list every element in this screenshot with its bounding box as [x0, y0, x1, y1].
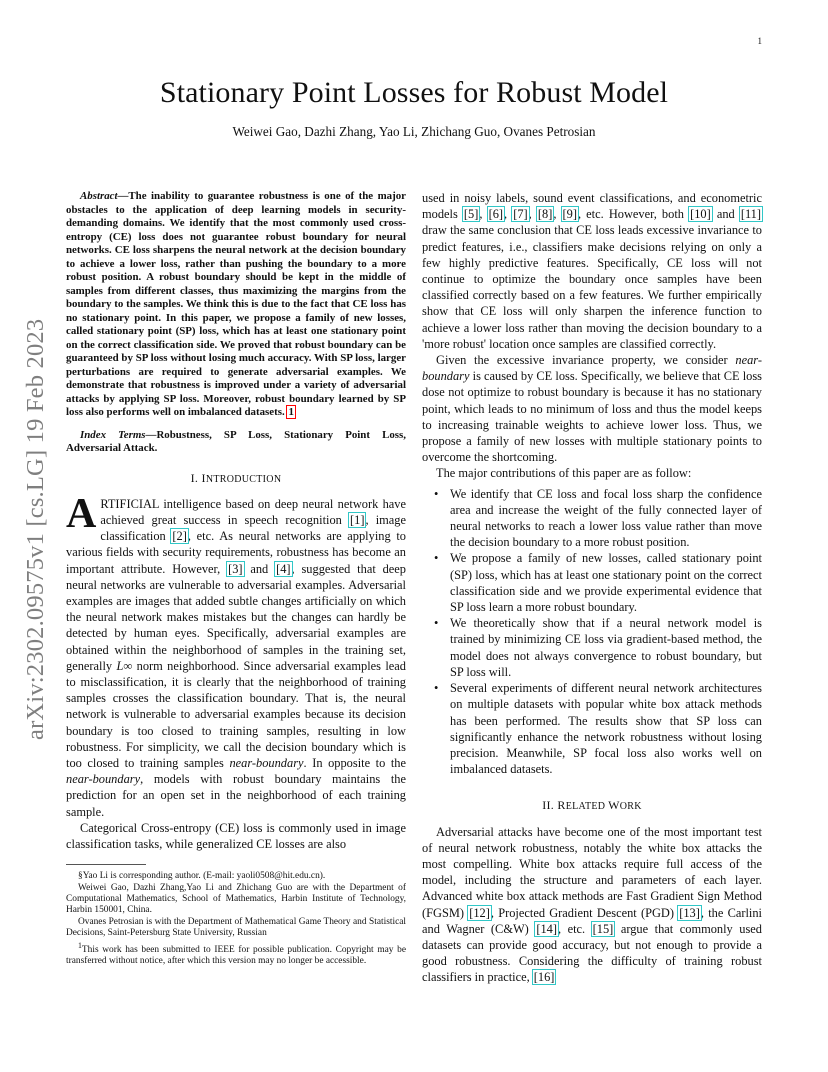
page-number: 1 — [757, 36, 762, 46]
citation-link[interactable]: [5] — [463, 207, 479, 222]
list-item: • We propose a family of new losses, called stationary point (SP) loss, which has at least one stationary point on the correct classification side and we provide experimental evidence that SP loss learn a more robust boundary. — [450, 550, 762, 615]
index-terms-heading: Index Terms — [80, 428, 146, 441]
citation-link[interactable]: [2] — [172, 529, 187, 544]
intro-paragraph-2: Categorical Cross-entropy (CE) loss is commonly used in image classification tasks, while generalized CE losses are also — [66, 820, 406, 851]
footnote: $^1$This work has been submitted to IEEE for possible publication. Copyright may be transferred without notice, after which this version may no longer be accessible. — [66, 940, 406, 967]
abstract-heading: Abstract — [80, 190, 118, 202]
list-item: • We theoretically show that if a neural network model is trained by minimizing CE loss via gradient-based method, the model does not always convergence to robust boundary, but SP loss will. — [450, 615, 762, 680]
citation-link[interactable]: [15] — [592, 921, 614, 936]
intro-paragraph-1: ARTIFICIAL intelligence based on deep neural network have achieved great success in speech recognition [1], image classification [2], etc. As neural networks are applying to various fields with security requirements, robustness has become an important attribute. However, [3] and [4], suggested that deep neural networks are vulnerable to adversarial examples. Adversarial examples are images that added subtle changes artificially on which the neural network makes mistakes but the changes can hardly be detected by human eyes. Specifically, adversarial examples are obtained within the neighborhood of samples in the training set, generally L∞ norm neighborhood. Since adversarial examples lead to misclassification, it is clearly that the neighborhood of training samples crosses the classification boundary. That is, the neural network is vulnerable to adversarial examples because its decision boundary is too closed to training samples, resulting in low robustness. For simplicity, we call the decision boundary which is too closed to training samples near-boundary. In opposite to the near-boundary, models with robust boundary maintains the prediction for an open set in the neighborhood of each training sample. — [66, 490, 406, 819]
citation-link[interactable]: [16] — [533, 970, 555, 985]
section-heading-introduction: I. INTRODUCTION — [190, 470, 282, 485]
citation-link[interactable]: [11] — [740, 207, 761, 222]
footnote: Ovanes Petrosian is with the Department of Mathematical Game Theory and Statistical Decisions, Saint-Petersburg State University, Russian — [66, 916, 406, 939]
contributions-list — [422, 486, 762, 778]
citation-link[interactable]: [12] — [469, 905, 490, 920]
author-list: Weiwei Gao, Dazhi Zhang, Yao Li, Zhichang Guo, Ovanes Petrosian — [232, 124, 596, 139]
abstract — [66, 190, 406, 420]
contributions-intro: The major contributions of this paper are as follow: — [436, 466, 692, 481]
citation-link[interactable]: [13] — [679, 905, 700, 920]
list-item: • We identify that CE loss and focal loss sharp the confidence area and increase the weight of the fully connected layer of neural networks to reach a lower loss value rather than move the decision boundary to a more robust position. — [450, 486, 762, 551]
right-column — [422, 190, 762, 986]
citation-link[interactable]: [1] — [350, 512, 365, 527]
citation-link[interactable]: [4] — [276, 561, 291, 576]
body-paragraph: used in noisy labels, sound event classifications, and econometric models [5], [6], [7], [8], [9], etc. However, both [10] and [11] draw the same conclusion that CE loss leads excessive invariance to predict features, i.e., classifiers make decisions relying on only a few highly predictive features. Specifically, CE loss will not continue to optimize the boundary once samples have been classified correctly based on a few features. We further empirically show that CE loss will only sharpen the inference function to achieve a lower loss rather than moving the decision boundary to a 'more robust' location once samples are classified correctly. — [422, 191, 762, 351]
footnote: §Yao Li is corresponding author. (E-mail: yaoli0508@hit.edu.cn). — [78, 871, 326, 882]
citation-link[interactable]: [10] — [690, 207, 711, 222]
list-item: • Several experiments of different neural network architectures on multiple datasets with popular white box attack methods has been performed. The results show that SP loss can significantly enhance the network robustness without losing precision. Meanwhile, SP focal loss also works well on imbalanced datasets. — [450, 680, 762, 777]
abstract-text: —The inability to guarantee robustness is one of the major obstacles to the application of deep learning models in security-demanding domains. We identify that the most commonly used cross-entropy (CE) loss does not guarantee robust boundary for neural networks. CE loss sharpens the neural network at the decision boundary to achieve a lower loss, rather than pushing the boundary to a more robust position. A robust boundary should be kept in the middle of samples from different classes, thus maximizing the margins from the boundary to the samples. We think this is due to the fact that CE loss has no stationary point. In this paper, we propose a family of new losses, called stationary point (SP) loss, which has at least one stationary point on the correct classification side. We proved that robust boundary can be guaranteed by SP loss without losing much accuracy. With SP loss, larger perturbations are required to generate adversarial examples. We demonstrate that robustness is improved under a variety of adversarial attacks by applying SP loss. Moreover, robust boundary learned by SP loss also performs well on imbalanced datasets. — [66, 190, 406, 418]
drop-cap: A — [66, 490, 97, 537]
footnote-divider — [66, 864, 146, 865]
body-paragraph: Given the excessive invariance property, we consider near-boundary is caused by CE loss. Specifically, we believe that CE loss dose not optimize to robust boundary is because it has no stationary point, which leads to no minimum of loss and thus the model keeps to increasing trainable weights to achieve lower loss. Thus, we propose a family of new losses with multiple stationary points to overcome the shortcoming. — [422, 353, 762, 465]
paper-title: Stationary Point Losses for Robust Model — [159, 76, 669, 109]
math-linf: L∞ — [116, 658, 133, 673]
section-heading-related-work: II. RELATED WORK — [542, 798, 642, 813]
citation-link[interactable]: [9] — [562, 207, 577, 222]
citation-link[interactable]: [8] — [537, 207, 553, 222]
index-terms-text: —Robustness, SP Loss, Stationary Point Loss, Adversarial Attack. — [66, 428, 406, 454]
citation-link[interactable]: [3] — [228, 561, 243, 576]
citation-link[interactable]: [6] — [488, 207, 504, 222]
footnote-link[interactable]: 1 — [288, 406, 294, 418]
body-paragraph: Adversarial attacks have become one of the most important test of neural network robustness, notably the white box attacks the most compelling. White box attacks require full access of the model, including the structure and parameters of each layer. Advanced white box attack methods are Fast Gradient Sign Method (FGSM) [12], Projected Gradient Descent (PGD) [13], the Carlini and Wagner (C&W) [14], etc. [15] argue that commonly used datasets can provide good accuracy, but not enough to provide a good robustness. Considering the difficulty of training robust classifiers in practice, [16] — [422, 824, 762, 985]
citation-link[interactable]: [7] — [513, 207, 528, 222]
footnote: Weiwei Gao, Dazhi Zhang,Yao Li and Zhichang Guo are with the Department of Computational Mathematics, School of Mathematics, Harbin Institute of Technology, Harbin 150001, China. — [66, 882, 406, 916]
footnotes — [66, 871, 406, 967]
citation-link[interactable]: [14] — [536, 921, 557, 936]
index-terms — [66, 429, 406, 456]
arxiv-stamp: arXiv:2302.09575v1 [cs.LG] 19 Feb 2023 — [22, 318, 49, 740]
left-column — [66, 190, 406, 968]
